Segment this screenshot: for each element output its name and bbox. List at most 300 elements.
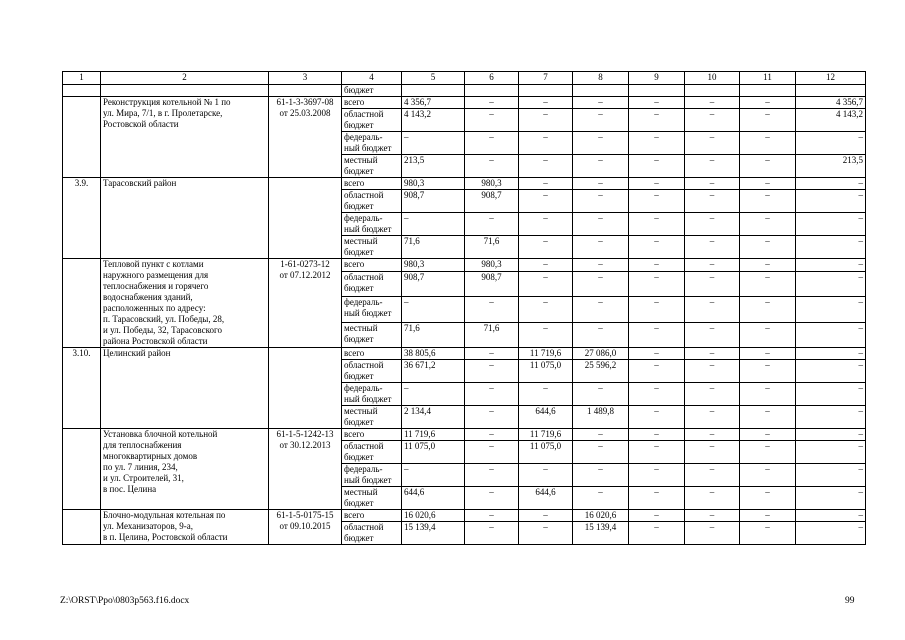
value-cell-col-8: – bbox=[573, 190, 629, 213]
value-cell-col-9 bbox=[629, 85, 685, 97]
value-cell-col-5: – bbox=[402, 213, 465, 236]
budget-source-line: бюджет bbox=[344, 247, 374, 257]
budget-source bbox=[342, 97, 402, 109]
column-number-4: 4 bbox=[342, 72, 402, 85]
budget-source-line: ный бюджет bbox=[344, 475, 392, 485]
value-cell-col-7: – bbox=[519, 213, 573, 236]
value-cell-col-9: – bbox=[629, 510, 685, 522]
budget-source-line: местный bbox=[344, 236, 378, 246]
value-cell-col-6: 71,6 bbox=[465, 236, 519, 259]
value-cell-col-5: 908,7 bbox=[402, 190, 465, 213]
value-cell-col-11: – bbox=[740, 522, 796, 545]
value-cell-col-12: – bbox=[796, 464, 866, 487]
table-row bbox=[63, 510, 866, 522]
value-cell-col-9: – bbox=[629, 348, 685, 360]
value-cell-col-7: – bbox=[519, 383, 573, 406]
budget-source bbox=[342, 155, 402, 178]
value-cell-col-12: – bbox=[796, 348, 866, 360]
value-cell-col-6: – bbox=[465, 510, 519, 522]
value-cell-col-8: – bbox=[573, 109, 629, 132]
value-cell-col-8: – bbox=[573, 259, 629, 272]
budget-source bbox=[342, 383, 402, 406]
object-name bbox=[101, 429, 269, 510]
value-cell-col-5: 980,3 bbox=[402, 178, 465, 190]
value-cell-col-11: – bbox=[740, 510, 796, 522]
value-cell-col-12: – bbox=[796, 322, 866, 347]
object-name-line: Блочно-модульная котельная по bbox=[103, 510, 226, 520]
object-name-line: Ростовской области bbox=[103, 119, 179, 129]
value-cell-col-6: 71,6 bbox=[465, 322, 519, 347]
value-cell-col-8: 27 086,0 bbox=[573, 348, 629, 360]
value-cell-col-11: – bbox=[740, 132, 796, 155]
value-cell-col-11: – bbox=[740, 429, 796, 441]
object-name bbox=[101, 259, 269, 348]
budget-source-line: федераль- bbox=[344, 464, 383, 474]
budget-source bbox=[342, 132, 402, 155]
value-cell-col-5: 71,6 bbox=[402, 236, 465, 259]
budget-source-line: бюджет bbox=[344, 120, 374, 130]
budget-source-line: всего bbox=[344, 97, 365, 107]
value-cell-col-12: 213,5 bbox=[796, 155, 866, 178]
value-cell-col-8: – bbox=[573, 132, 629, 155]
object-name-line: по ул. 7 линия, 234, bbox=[103, 462, 178, 472]
value-cell-col-11: – bbox=[740, 109, 796, 132]
budget-source-line: местный bbox=[344, 406, 378, 416]
item-number bbox=[63, 259, 101, 348]
value-cell-col-10: – bbox=[685, 429, 740, 441]
project-code bbox=[269, 97, 342, 178]
value-cell-col-7: 11 719,6 bbox=[519, 429, 573, 441]
value-cell-col-11: – bbox=[740, 297, 796, 322]
budget-source bbox=[342, 297, 402, 322]
budget-source bbox=[342, 522, 402, 545]
budget-source bbox=[342, 429, 402, 441]
budget-source-line: бюджет bbox=[344, 166, 374, 176]
value-cell-col-11: – bbox=[740, 190, 796, 213]
object-name-line: и ул. Победы, 32, Тарасовского bbox=[103, 325, 222, 335]
object-name-line: водоснабжения зданий, bbox=[103, 292, 193, 302]
budget-source-line: областной bbox=[344, 272, 384, 283]
value-cell-col-10: – bbox=[685, 441, 740, 464]
table-row bbox=[63, 178, 866, 190]
value-cell-col-5 bbox=[402, 85, 465, 97]
value-cell-col-10: – bbox=[685, 406, 740, 429]
value-cell-col-5: 71,6 bbox=[402, 322, 465, 347]
budget-source-line: федераль- bbox=[344, 297, 383, 308]
value-cell-col-9: – bbox=[629, 109, 685, 132]
object-name-line: района Ростовской области bbox=[103, 336, 208, 346]
value-cell-col-9: – bbox=[629, 383, 685, 406]
value-cell-col-9: – bbox=[629, 259, 685, 272]
value-cell-col-10: – bbox=[685, 190, 740, 213]
value-cell-col-7: – bbox=[519, 155, 573, 178]
value-cell-col-7: – bbox=[519, 178, 573, 190]
value-cell-col-9: – bbox=[629, 155, 685, 178]
budget-source-line: областной bbox=[344, 522, 384, 532]
value-cell-col-12: – bbox=[796, 190, 866, 213]
value-cell-col-6: – bbox=[465, 383, 519, 406]
value-cell-col-11: – bbox=[740, 236, 796, 259]
value-cell-col-12: – bbox=[796, 297, 866, 322]
budget-source-line: областной bbox=[344, 360, 384, 370]
column-number-9: 9 bbox=[629, 72, 685, 85]
budget-source-line: местный bbox=[344, 487, 378, 497]
column-number-6: 6 bbox=[465, 72, 519, 85]
value-cell-col-10: – bbox=[685, 132, 740, 155]
value-cell-col-6: 980,3 bbox=[465, 178, 519, 190]
value-cell-col-5: 644,6 bbox=[402, 487, 465, 510]
value-cell-col-5: 4 143,2 bbox=[402, 109, 465, 132]
budget-source bbox=[342, 348, 402, 360]
budget-source-line: всего bbox=[344, 510, 365, 520]
value-cell-col-9: – bbox=[629, 97, 685, 109]
value-cell-col-8: – bbox=[573, 441, 629, 464]
value-cell-col-8: – bbox=[573, 272, 629, 297]
project-code-line: 61-1-5-0175-15 bbox=[276, 510, 334, 520]
object-name-line: Установка блочной котельной bbox=[103, 429, 218, 439]
value-cell-col-10: – bbox=[685, 213, 740, 236]
value-cell-col-10: – bbox=[685, 272, 740, 297]
project-code-line: 61-1-3-3697-08 bbox=[276, 97, 334, 107]
budget-source-line: бюджет bbox=[344, 498, 374, 508]
value-cell-col-8: – bbox=[573, 155, 629, 178]
value-cell-col-6: – bbox=[465, 441, 519, 464]
budget-source bbox=[342, 259, 402, 272]
value-cell-col-7: – bbox=[519, 259, 573, 272]
object-name-line: ул. Мира, 7/1, в г. Пролетарске, bbox=[103, 108, 223, 118]
value-cell-col-6: – bbox=[465, 360, 519, 383]
column-number-header-row bbox=[63, 72, 866, 85]
value-cell-col-10: – bbox=[685, 322, 740, 347]
budget-source bbox=[342, 109, 402, 132]
value-cell-col-10: – bbox=[685, 360, 740, 383]
value-cell-col-7: 11 075,0 bbox=[519, 441, 573, 464]
item-number: 3.10. bbox=[63, 348, 101, 429]
column-number-10: 10 bbox=[685, 72, 740, 85]
value-cell-col-6: 908,7 bbox=[465, 272, 519, 297]
item-number bbox=[63, 85, 101, 97]
value-cell-col-7: – bbox=[519, 272, 573, 297]
object-name bbox=[101, 178, 269, 259]
table-row bbox=[63, 429, 866, 441]
object-name-line: ул. Механизаторов, 9-а, bbox=[103, 521, 193, 531]
value-cell-col-10: – bbox=[685, 178, 740, 190]
value-cell-col-7: – bbox=[519, 510, 573, 522]
item-number bbox=[63, 97, 101, 178]
value-cell-col-9: – bbox=[629, 464, 685, 487]
table-row bbox=[63, 85, 866, 97]
value-cell-col-11: – bbox=[740, 155, 796, 178]
value-cell-col-5: 2 134,4 bbox=[402, 406, 465, 429]
project-code bbox=[269, 429, 342, 510]
budget-source-line: местный bbox=[344, 322, 378, 333]
value-cell-col-6: – bbox=[465, 348, 519, 360]
budget-source bbox=[342, 190, 402, 213]
value-cell-col-12: – bbox=[796, 132, 866, 155]
value-cell-col-9: – bbox=[629, 360, 685, 383]
value-cell-col-5: – bbox=[402, 132, 465, 155]
value-cell-col-11: – bbox=[740, 322, 796, 347]
value-cell-col-9: – bbox=[629, 190, 685, 213]
value-cell-col-12: – bbox=[796, 272, 866, 297]
value-cell-col-9: – bbox=[629, 236, 685, 259]
value-cell-col-11: – bbox=[740, 348, 796, 360]
object-name-line: наружного размещения для bbox=[103, 270, 209, 280]
budget-source-line: всего bbox=[344, 429, 365, 439]
column-number-12: 12 bbox=[796, 72, 866, 85]
value-cell-col-8: – bbox=[573, 429, 629, 441]
value-cell-col-7: – bbox=[519, 236, 573, 259]
value-cell-col-10: – bbox=[685, 464, 740, 487]
value-cell-col-7: – bbox=[519, 109, 573, 132]
value-cell-col-7: – bbox=[519, 97, 573, 109]
project-code bbox=[269, 259, 342, 348]
budget-source-line: ный бюджет bbox=[344, 308, 392, 319]
object-name-line: для теплоснабжения bbox=[103, 440, 182, 450]
value-cell-col-9: – bbox=[629, 406, 685, 429]
object-name-line: теплоснабжения и горячего bbox=[103, 281, 209, 291]
budget-table bbox=[62, 71, 866, 545]
value-cell-col-10: – bbox=[685, 155, 740, 178]
budget-source bbox=[342, 272, 402, 297]
value-cell-col-7: – bbox=[519, 132, 573, 155]
value-cell-col-9: – bbox=[629, 522, 685, 545]
value-cell-col-6: – bbox=[465, 464, 519, 487]
value-cell-col-8: – bbox=[573, 178, 629, 190]
budget-source-line: всего bbox=[344, 348, 365, 358]
value-cell-col-11: – bbox=[740, 259, 796, 272]
project-code bbox=[269, 85, 342, 97]
value-cell-col-8 bbox=[573, 85, 629, 97]
value-cell-col-10: – bbox=[685, 236, 740, 259]
value-cell-col-6: 980,3 bbox=[465, 259, 519, 272]
value-cell-col-8: – bbox=[573, 383, 629, 406]
budget-source-line: всего bbox=[344, 178, 365, 188]
value-cell-col-8: – bbox=[573, 322, 629, 347]
value-cell-col-6: – bbox=[465, 213, 519, 236]
project-code-line: 1-61-0273-12 bbox=[280, 259, 330, 269]
project-code bbox=[269, 510, 342, 545]
value-cell-col-9: – bbox=[629, 322, 685, 347]
value-cell-col-6: 908,7 bbox=[465, 190, 519, 213]
value-cell-col-11: – bbox=[740, 97, 796, 109]
value-cell-col-7: – bbox=[519, 322, 573, 347]
budget-source-line: бюджет bbox=[344, 85, 374, 95]
value-cell-col-11: – bbox=[740, 487, 796, 510]
budget-source-line: ный бюджет bbox=[344, 224, 392, 234]
table-row bbox=[63, 259, 866, 272]
budget-source-line: федераль- bbox=[344, 132, 383, 142]
budget-source bbox=[342, 178, 402, 190]
object-name-line: Тарасовский район bbox=[103, 178, 177, 188]
budget-source-line: областной bbox=[344, 109, 384, 119]
budget-source-line: ный бюджет bbox=[344, 394, 392, 404]
value-cell-col-6: – bbox=[465, 406, 519, 429]
column-number-8: 8 bbox=[573, 72, 629, 85]
value-cell-col-11: – bbox=[740, 406, 796, 429]
budget-source-line: всего bbox=[344, 259, 365, 269]
object-name bbox=[101, 510, 269, 545]
value-cell-col-11: – bbox=[740, 441, 796, 464]
value-cell-col-12: – bbox=[796, 360, 866, 383]
value-cell-col-11: – bbox=[740, 383, 796, 406]
value-cell-col-11: – bbox=[740, 360, 796, 383]
value-cell-col-5: – bbox=[402, 464, 465, 487]
project-code bbox=[269, 178, 342, 259]
object-name-line: п. Тарасовский, ул. Победы, 28, bbox=[103, 314, 225, 324]
value-cell-col-11 bbox=[740, 85, 796, 97]
value-cell-col-5: 38 805,6 bbox=[402, 348, 465, 360]
value-cell-col-10: – bbox=[685, 97, 740, 109]
value-cell-col-8: – bbox=[573, 464, 629, 487]
budget-source-line: бюджет bbox=[344, 417, 374, 427]
value-cell-col-9: – bbox=[629, 272, 685, 297]
value-cell-col-8: 15 139,4 bbox=[573, 522, 629, 545]
value-cell-col-9: – bbox=[629, 487, 685, 510]
value-cell-col-5: 980,3 bbox=[402, 259, 465, 272]
budget-source-line: областной bbox=[344, 441, 384, 451]
value-cell-col-5: 11 719,6 bbox=[402, 429, 465, 441]
object-name-line: многоквартирных домов bbox=[103, 451, 198, 461]
budget-source-line: бюджет bbox=[344, 452, 374, 462]
value-cell-col-8: 25 596,2 bbox=[573, 360, 629, 383]
value-cell-col-12: – bbox=[796, 510, 866, 522]
value-cell-col-12: – bbox=[796, 487, 866, 510]
budget-source bbox=[342, 464, 402, 487]
value-cell-col-7: 644,6 bbox=[519, 406, 573, 429]
value-cell-col-7 bbox=[519, 85, 573, 97]
object-name-line: в пос. Целина bbox=[103, 484, 157, 494]
budget-source bbox=[342, 213, 402, 236]
column-number-7: 7 bbox=[519, 72, 573, 85]
table-row bbox=[63, 97, 866, 109]
value-cell-col-8: – bbox=[573, 213, 629, 236]
value-cell-col-7: – bbox=[519, 522, 573, 545]
item-number bbox=[63, 429, 101, 510]
value-cell-col-12: – bbox=[796, 383, 866, 406]
value-cell-col-12: 4 356,7 bbox=[796, 97, 866, 109]
value-cell-col-9: – bbox=[629, 429, 685, 441]
budget-source-line: бюджет bbox=[344, 371, 374, 381]
value-cell-col-6: – bbox=[465, 155, 519, 178]
value-cell-col-5: 908,7 bbox=[402, 272, 465, 297]
value-cell-col-12: – bbox=[796, 178, 866, 190]
value-cell-col-7: 11 719,6 bbox=[519, 348, 573, 360]
budget-source-line: бюджет bbox=[344, 201, 374, 211]
object-name-line: и ул. Строителей, 31, bbox=[103, 473, 184, 483]
value-cell-col-9: – bbox=[629, 213, 685, 236]
value-cell-col-8: 16 020,6 bbox=[573, 510, 629, 522]
value-cell-col-7: – bbox=[519, 190, 573, 213]
value-cell-col-12: 4 143,2 bbox=[796, 109, 866, 132]
budget-source bbox=[342, 360, 402, 383]
value-cell-col-8: – bbox=[573, 487, 629, 510]
value-cell-col-11: – bbox=[740, 213, 796, 236]
budget-source-line: ный бюджет bbox=[344, 143, 392, 153]
value-cell-col-12: – bbox=[796, 429, 866, 441]
value-cell-col-6: – bbox=[465, 297, 519, 322]
value-cell-col-10: – bbox=[685, 522, 740, 545]
value-cell-col-9: – bbox=[629, 132, 685, 155]
budget-source-line: федераль- bbox=[344, 213, 383, 223]
budget-source bbox=[342, 85, 402, 97]
value-cell-col-5: 36 671,2 bbox=[402, 360, 465, 383]
project-code-line: от 25.03.2008 bbox=[279, 108, 331, 118]
value-cell-col-6: – bbox=[465, 132, 519, 155]
value-cell-col-6: – bbox=[465, 97, 519, 109]
value-cell-col-10: – bbox=[685, 510, 740, 522]
budget-source bbox=[342, 510, 402, 522]
value-cell-col-5: 213,5 bbox=[402, 155, 465, 178]
value-cell-col-12: – bbox=[796, 522, 866, 545]
item-number: 3.9. bbox=[63, 178, 101, 259]
value-cell-col-10: – bbox=[685, 259, 740, 272]
value-cell-col-7: – bbox=[519, 297, 573, 322]
budget-source-line: областной bbox=[344, 190, 384, 200]
table-body bbox=[63, 72, 866, 545]
value-cell-col-7: 11 075,0 bbox=[519, 360, 573, 383]
object-name-line: Целинский район bbox=[103, 348, 171, 358]
column-number-11: 11 bbox=[740, 72, 796, 85]
value-cell-col-5: 15 139,4 bbox=[402, 522, 465, 545]
object-name-line: Реконструкция котельной № 1 по bbox=[103, 97, 231, 107]
value-cell-col-12: – bbox=[796, 406, 866, 429]
value-cell-col-11: – bbox=[740, 178, 796, 190]
value-cell-col-6: – bbox=[465, 487, 519, 510]
value-cell-col-10: – bbox=[685, 383, 740, 406]
value-cell-col-6: – bbox=[465, 429, 519, 441]
value-cell-col-6 bbox=[465, 85, 519, 97]
object-name-line: Тепловой пункт с котлами bbox=[103, 259, 204, 269]
value-cell-col-10: – bbox=[685, 348, 740, 360]
value-cell-col-10: – bbox=[685, 109, 740, 132]
column-number-5: 5 bbox=[402, 72, 465, 85]
value-cell-col-10: – bbox=[685, 487, 740, 510]
object-name-line: расположенных по адресу: bbox=[103, 303, 206, 313]
project-code-line: от 30.12.2013 bbox=[279, 440, 331, 450]
project-code bbox=[269, 348, 342, 429]
value-cell-col-12: – bbox=[796, 213, 866, 236]
value-cell-col-9: – bbox=[629, 441, 685, 464]
value-cell-col-5: 16 020,6 bbox=[402, 510, 465, 522]
value-cell-col-10 bbox=[685, 85, 740, 97]
value-cell-col-5: 11 075,0 bbox=[402, 441, 465, 464]
value-cell-col-5: – bbox=[402, 383, 465, 406]
object-name bbox=[101, 97, 269, 178]
value-cell-col-12 bbox=[796, 85, 866, 97]
value-cell-col-12: – bbox=[796, 441, 866, 464]
budget-source-line: бюджет bbox=[344, 283, 374, 294]
project-code-line: от 07.12.2012 bbox=[279, 270, 331, 280]
value-cell-col-12: – bbox=[796, 236, 866, 259]
item-number bbox=[63, 510, 101, 545]
value-cell-col-7: – bbox=[519, 464, 573, 487]
table-row bbox=[63, 348, 866, 360]
object-name bbox=[101, 85, 269, 97]
value-cell-col-10: – bbox=[685, 297, 740, 322]
budget-source bbox=[342, 441, 402, 464]
budget-source-line: федераль- bbox=[344, 383, 383, 393]
value-cell-col-5: 4 356,7 bbox=[402, 97, 465, 109]
page-number: 99 bbox=[845, 596, 855, 606]
column-number-3: 3 bbox=[269, 72, 342, 85]
value-cell-col-8: – bbox=[573, 297, 629, 322]
budget-source bbox=[342, 406, 402, 429]
project-code-line: от 09.10.2015 bbox=[279, 521, 331, 531]
value-cell-col-8: – bbox=[573, 97, 629, 109]
value-cell-col-12: – bbox=[796, 259, 866, 272]
budget-source bbox=[342, 322, 402, 347]
